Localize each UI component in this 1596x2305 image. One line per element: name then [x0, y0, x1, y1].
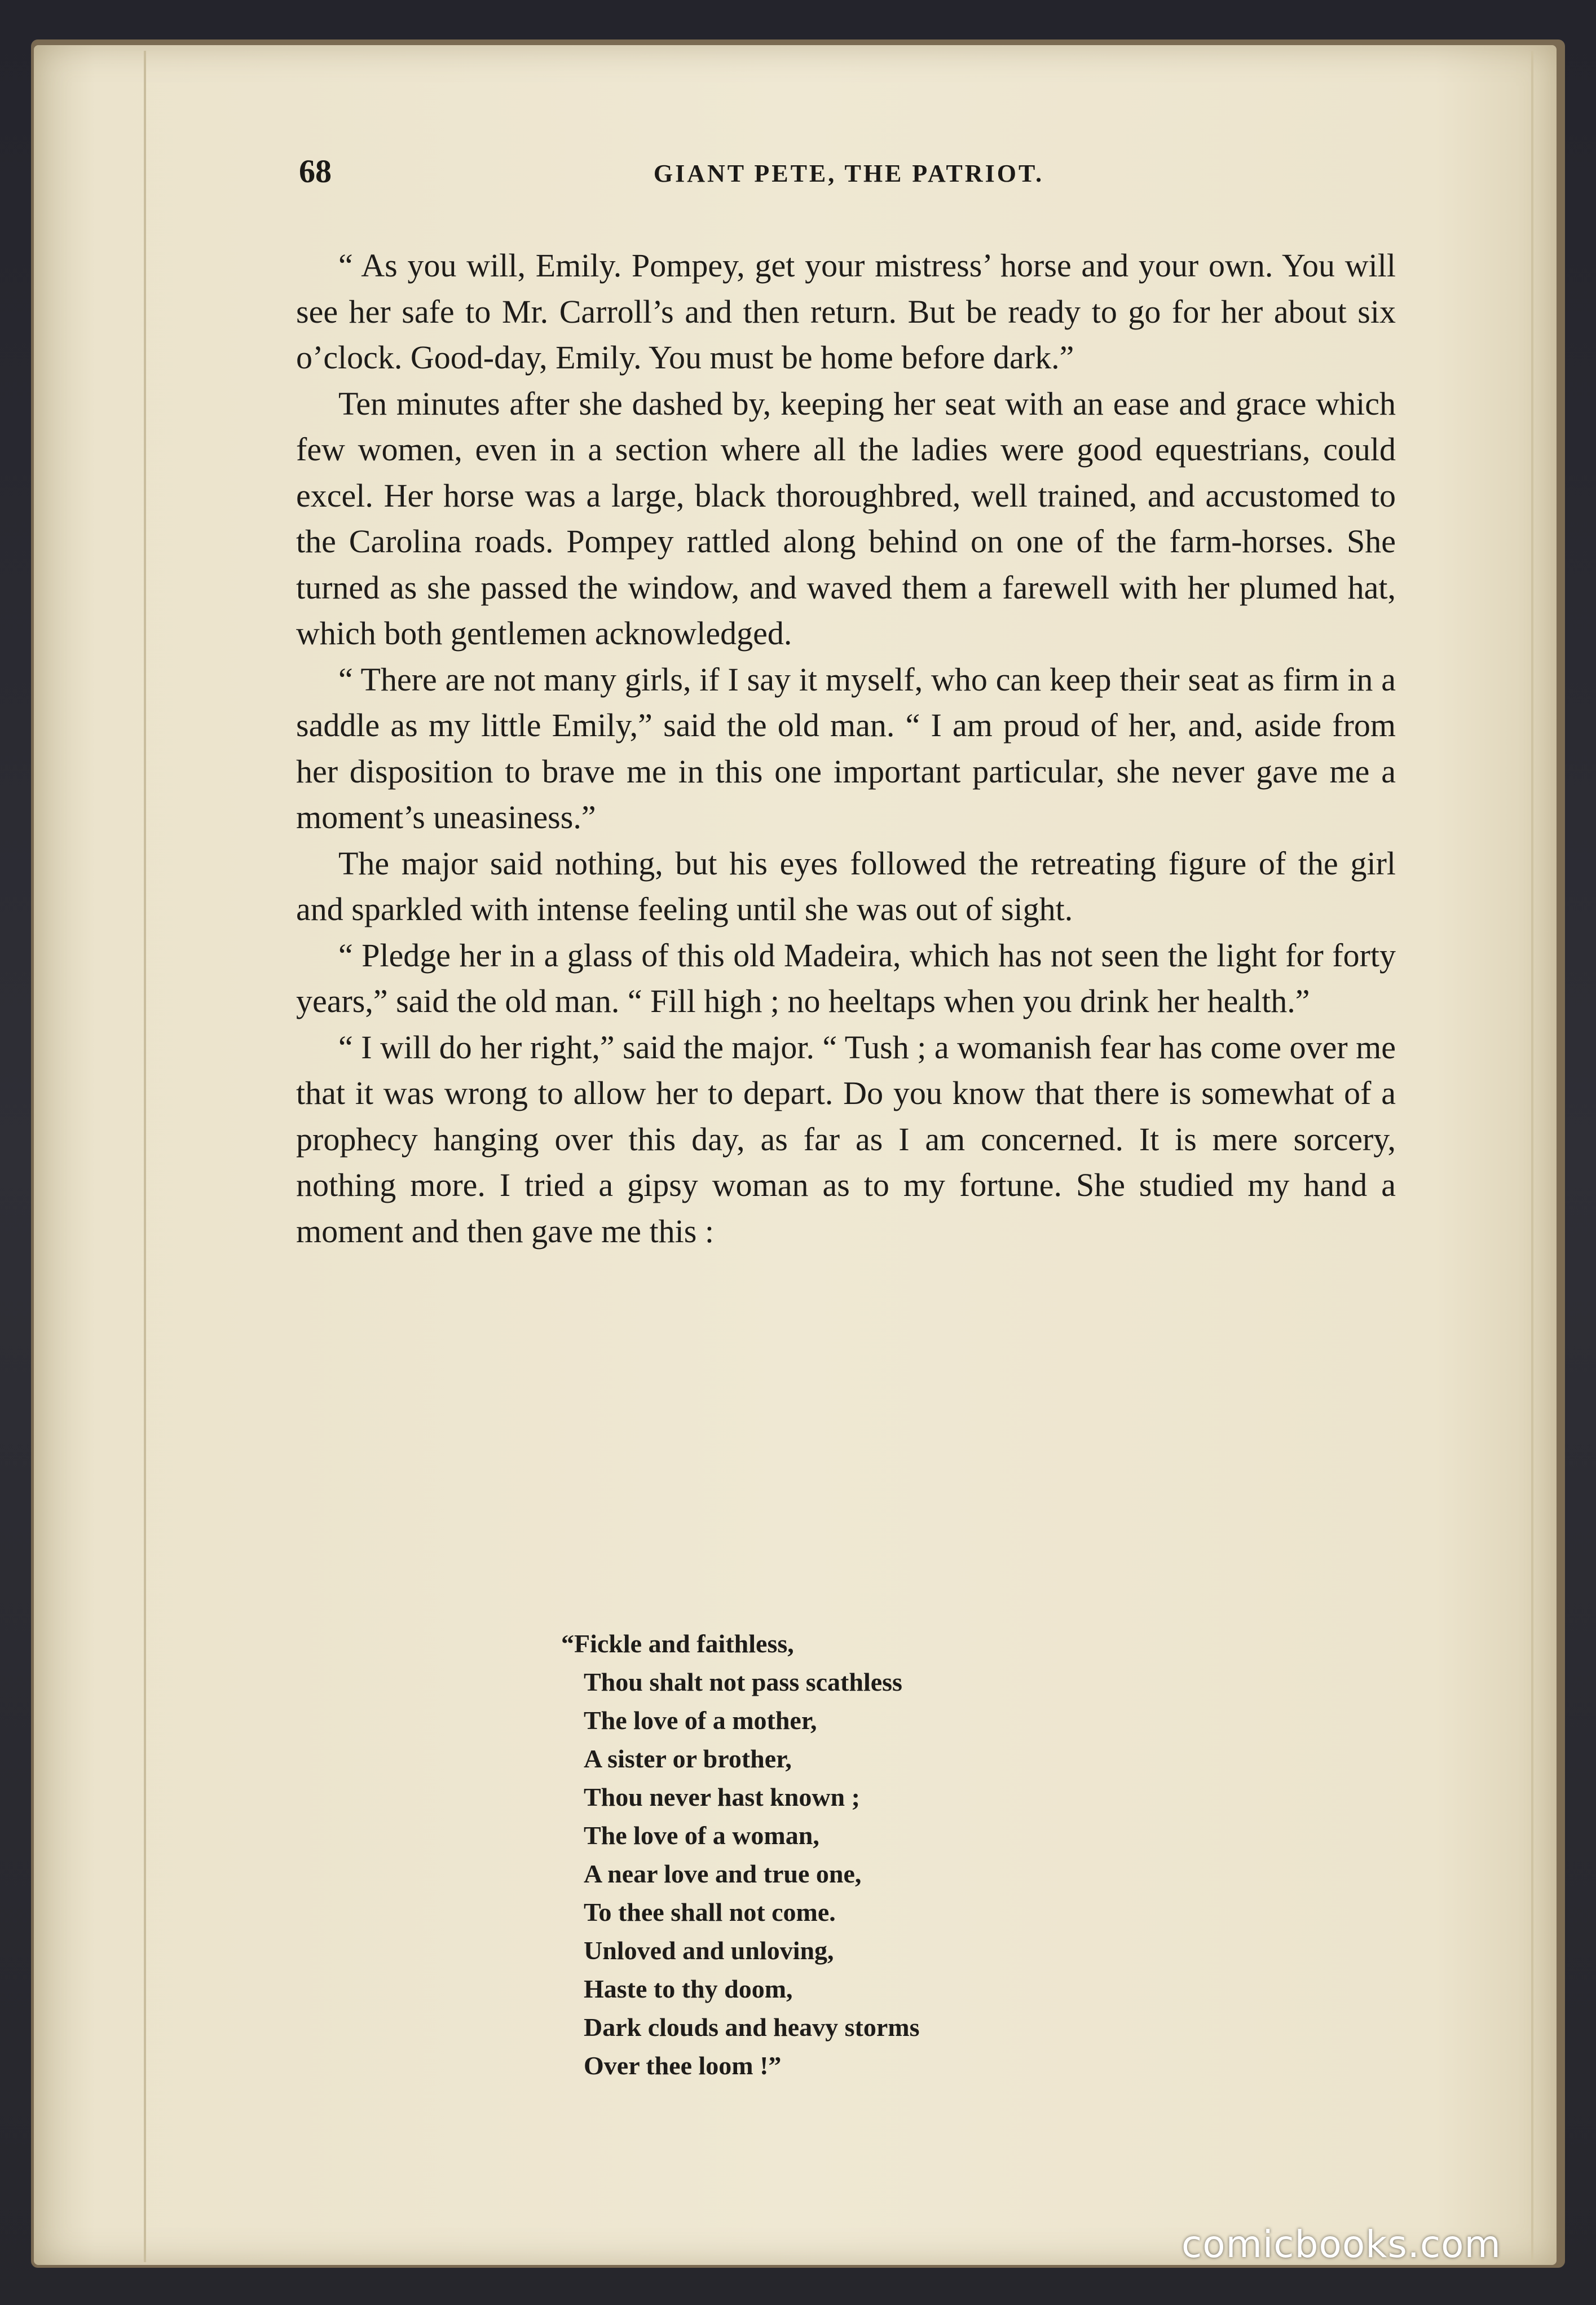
- poem-line: The love of a woman,: [584, 1821, 819, 1850]
- poem-line: Unloved and unloving,: [584, 1936, 834, 1965]
- paragraph: “ Pledge her in a glass of this old Madeira, which has not seen the light for forty years,” said the old man. “ Fill high ; no heeltaps when you drink her health.”: [296, 936, 1396, 1019]
- poem-line: Haste to thy doom,: [584, 1974, 793, 2003]
- paragraph: “ There are not many girls, if I say it myself, who can keep their seat as firm in a saddle as my little Emily,” said the old man. “ I am proud of her, and, aside from her disposition to brave me in this one important particular, she never gave me a moment’s uneasiness.”: [296, 661, 1396, 835]
- paragraph: The major said nothing, but his eyes followed the retreating figure of the girl and sparkled with intense feeling until she was out of sight.: [296, 844, 1396, 927]
- paragraph: Ten minutes after she dashed by, keeping her seat with an ease and grace which few women, even in a section where all the ladies were good equestrians, could excel. Her horse was a large, black thoroughbred, well trained, and accustomed to the Carolina roads. Pompey rattled along behind on one of the farm-horses. She turned as she passed the window, and waved them a farewell with her plumed hat, which both gentlemen acknowledged.: [296, 385, 1396, 652]
- poem-line: “Fickle and faithless,: [561, 1629, 794, 1658]
- paragraph: “ I will do her right,” said the major. “ Tush ; a womanish fear has come over me that it was wrong to allow her to depart. Do you know that there is somewhat of a prophecy hanging over this day, as far as I am concerned. It is mere sorcery, nothing more. I tried a gipsy woman as to my fortune. She studied my hand a moment and then gave me this :: [296, 1028, 1396, 1250]
- poem-line: To thee shall not come.: [584, 1898, 836, 1926]
- page-number: 68: [299, 153, 332, 190]
- poem-line: The love of a mother,: [584, 1706, 817, 1735]
- poem-line: Thou never hast known ;: [584, 1783, 860, 1811]
- running-title: GIANT PETE, THE PATRIOT.: [653, 160, 1044, 187]
- page-header: [299, 152, 1399, 197]
- poem-line: Dark clouds and heavy storms: [584, 2013, 920, 2042]
- poem-line: A near love and true one,: [584, 1859, 862, 1888]
- page-right-edge: [1531, 51, 1533, 2262]
- paragraph: “ As you will, Emily. Pompey, get your mistress’ horse and your own. You will see her safe to Mr. Carroll’s and then return. But be ready to go for her about six o’clock. Good-day, Emily. You must be home before dark.”: [296, 247, 1396, 376]
- watermark: comicbooks.com: [1181, 2223, 1501, 2266]
- poem: [561, 1625, 1148, 2085]
- body-text: [296, 243, 1396, 1254]
- poem-line: A sister or brother,: [584, 1744, 792, 1773]
- poem-line: Thou shalt not pass scathless: [584, 1668, 902, 1696]
- page-gutter-edge: [144, 51, 146, 2262]
- poem-line: Over thee loom !”: [584, 2051, 782, 2080]
